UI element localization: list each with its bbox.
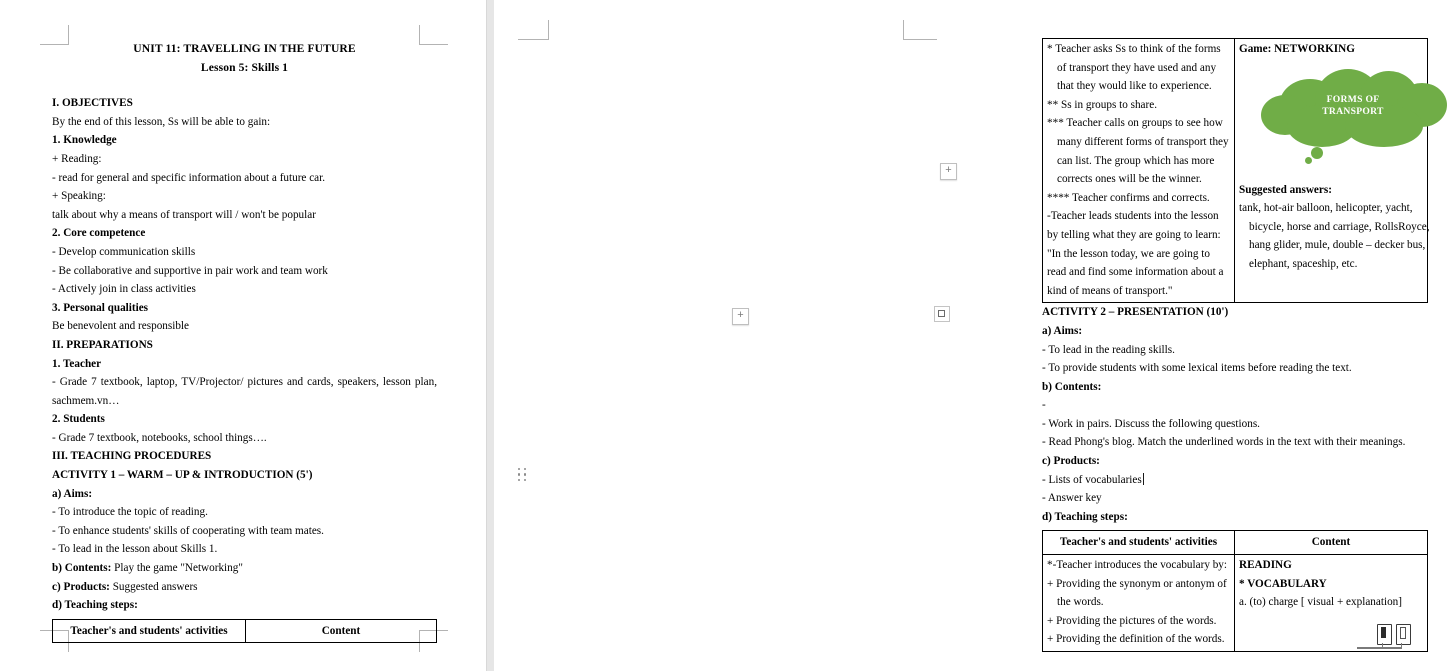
suggested-answers-label: Suggested answers:: [1239, 183, 1332, 196]
preparations-block: [52, 410, 437, 559]
activity-step-line: + Providing the definition of the words.: [1047, 633, 1225, 646]
suggested-answer-line: elephant, spaceship, etc.: [1249, 257, 1358, 270]
cloud-tail-small: [1305, 157, 1312, 164]
objective-line: By the end of this lesson, Ss will be able to gain:: [52, 115, 271, 128]
preparation-line: - To introduce the topic of reading.: [52, 506, 208, 519]
objective-line: - read for general and specific information about a future car.: [52, 171, 326, 184]
phone-charging-full-icon: [1377, 624, 1390, 643]
preparation-line: - To lead in the lesson about Skills 1.: [52, 543, 218, 556]
document-title: UNIT 11: TRAVELLING IN THE FUTURE: [133, 42, 356, 55]
table-row: [1043, 39, 1428, 303]
objective-line: Be benevolent and responsible: [52, 320, 190, 333]
teacher-materials-line2: sachmem.vn…: [52, 394, 120, 407]
preparation-line: - Grade 7 textbook, notebooks, school things….: [52, 431, 267, 444]
activity2-products-lines: [1042, 471, 1428, 508]
activity1-content-cell: [1235, 39, 1428, 303]
insert-row-button[interactable]: +: [940, 163, 957, 180]
th-content: Content: [1235, 531, 1428, 555]
activity-step-line: kind of means of transport.": [1047, 284, 1173, 297]
activity2-products-label: c) Products:: [1042, 455, 1100, 468]
activity-step-line: "In the lesson today, we are going to: [1047, 247, 1210, 260]
teaching-steps-label: d) Teaching steps:: [52, 599, 138, 612]
th-activities: Teacher's and students' activities: [1043, 531, 1235, 555]
charging-phone-illustration: [1239, 624, 1423, 643]
objective-line: 2. Core competence: [52, 227, 146, 240]
preparation-line: III. TEACHING PROCEDURES: [52, 450, 212, 463]
phone-charging-empty-icon: [1396, 624, 1409, 643]
activity2-activities-lines: [1047, 556, 1230, 649]
activity1-activities-lines: [1047, 40, 1230, 300]
activity2-teaching-steps-label: d) Teaching steps:: [1042, 510, 1128, 523]
activity2-steps-table: [1042, 530, 1428, 652]
objective-line: talk about why a means of transport will / won't be popular: [52, 208, 316, 221]
objective-line: 1. Teacher: [52, 357, 102, 370]
table-resize-handle[interactable]: [934, 306, 950, 322]
objective-line: - Be collaborative and supportive in pair work and team work: [52, 264, 328, 277]
activity-step-line: read and find some information about a: [1047, 266, 1224, 279]
preparation-line: a) Aims:: [52, 487, 93, 500]
activity1-activities-cell: [1043, 39, 1235, 303]
activity-step-line: many different forms of transport they: [1057, 135, 1229, 148]
product-line: - Lists of vocabularies: [1042, 471, 1428, 490]
th-activities: Teacher's and students' activities: [53, 619, 246, 643]
content-line: - Read Phong's blog. Match the underlined words in the text with their meanings.: [1042, 436, 1406, 449]
contents-line: [52, 559, 437, 578]
teacher-materials-line1: - Grade 7 textbook, laptop, TV/Projector/ pictures and cards, speakers, lesson plan,: [52, 376, 437, 389]
activity2-aims-label: a) Aims:: [1042, 324, 1083, 337]
activity1-steps-table-left: [52, 619, 437, 644]
activity-step-line: -Teacher leads students into the lesson: [1047, 210, 1219, 223]
table-header-row: [1043, 531, 1428, 555]
content-line: - Work in pairs. Discuss the following questions.: [1042, 417, 1260, 430]
activity-step-line: + Providing the pictures of the words.: [1047, 614, 1217, 627]
game-title: Game: NETWORKING: [1239, 43, 1355, 55]
suggested-answer-line: bicycle, horse and carriage, RollsRoyce,: [1249, 220, 1430, 233]
activity1-steps-table-right: [1042, 38, 1428, 303]
contents-label: b) Contents:: [52, 562, 112, 575]
table-header-row: [53, 619, 437, 643]
objective-line: 3. Personal qualities: [52, 301, 149, 314]
objective-line: - Develop communication skills: [52, 245, 196, 258]
text-cursor: [1143, 473, 1144, 485]
objectives-block: [52, 94, 437, 373]
aim-line: - To lead in the reading skills.: [1042, 343, 1175, 356]
cloud-label: FORMS OF TRANSPORT: [1322, 93, 1384, 117]
preparation-line: ACTIVITY 1 – WARM – UP & INTRODUCTION (5'): [52, 469, 313, 482]
th-content: Content: [246, 619, 437, 643]
activity2-heading: ACTIVITY 2 – PRESENTATION (10'): [1042, 306, 1229, 319]
activity-step-line: by telling what they are going to learn:: [1047, 228, 1221, 241]
activity-step-line: the words.: [1057, 596, 1104, 609]
activity-step-line: + Providing the synonym or antonym of: [1047, 577, 1227, 590]
activity2-aims-lines: [1042, 341, 1428, 378]
product-line: - Answer key: [1042, 492, 1102, 505]
table-row: [1043, 555, 1428, 652]
crop-mark-top-left-right-page: [518, 8, 550, 40]
document-subtitle: Lesson 5: Skills 1: [200, 60, 289, 74]
objective-line: 1. Knowledge: [52, 134, 117, 147]
paragraph-drag-handle[interactable]: [518, 468, 528, 482]
page-left: [0, 0, 486, 671]
content-line: -: [1042, 399, 1046, 412]
activity-step-line: of transport they have used and any: [1057, 61, 1217, 74]
vocabulary-item: a. (to) charge [ visual + explanation]: [1239, 596, 1402, 609]
preparation-line: 2. Students: [52, 413, 105, 426]
products-label: c) Products:: [52, 580, 110, 593]
activity2-contents-lines: [1042, 396, 1428, 452]
objective-line: + Speaking:: [52, 190, 106, 203]
activity-step-line: that they would like to experience.: [1057, 80, 1212, 93]
crop-mark-top-right-right-page: [902, 8, 938, 42]
activity-step-line: **** Teacher confirms and corrects.: [1047, 191, 1210, 204]
products-value: Suggested answers: [109, 580, 198, 593]
activity2-activities-cell: [1043, 555, 1235, 652]
cloud-tail-large: [1311, 147, 1323, 159]
suggested-answer-line: tank, hot-air balloon, helicopter, yacht,: [1239, 202, 1413, 215]
contents-value: Play the game "Networking": [111, 562, 243, 575]
objective-line: - Actively join in class activities: [52, 283, 196, 296]
page-right: [494, 0, 1430, 671]
vocabulary-subheading: * VOCABULARY: [1239, 577, 1327, 590]
activity2-content-cell: [1235, 555, 1428, 652]
suggested-answer-line: hang glider, mule, double – decker bus,: [1249, 239, 1426, 252]
activity-step-line: *** Teacher calls on groups to see how: [1047, 117, 1223, 130]
left-page-body: [52, 40, 437, 643]
suggested-answers-lines: [1239, 199, 1430, 273]
activity-step-line: corrects ones will be the winner.: [1057, 173, 1202, 186]
preparation-line: - To enhance students' skills of cooperating with team mates.: [52, 524, 324, 537]
objective-line: + Reading:: [52, 152, 102, 165]
activity-step-line: ** Ss in groups to share.: [1047, 98, 1158, 111]
activity-step-line: can list. The group which has more: [1057, 154, 1215, 167]
activity-step-line: * Teacher asks Ss to think of the forms: [1047, 43, 1221, 55]
objective-line: II. PREPARATIONS: [52, 338, 153, 351]
activity-step-line: *-Teacher introduces the vocabulary by:: [1047, 559, 1228, 572]
products-line: [52, 578, 437, 597]
activity2-contents-label: b) Contents:: [1042, 380, 1102, 393]
reading-heading: READING: [1239, 559, 1292, 572]
objective-line: I. OBJECTIVES: [52, 97, 133, 110]
aim-line: - To provide students with some lexical items before reading the text.: [1042, 362, 1352, 375]
right-page-body: [1042, 38, 1428, 652]
insert-table-button[interactable]: +: [732, 308, 749, 325]
forms-of-transport-cloud-graphic: [1253, 65, 1453, 161]
